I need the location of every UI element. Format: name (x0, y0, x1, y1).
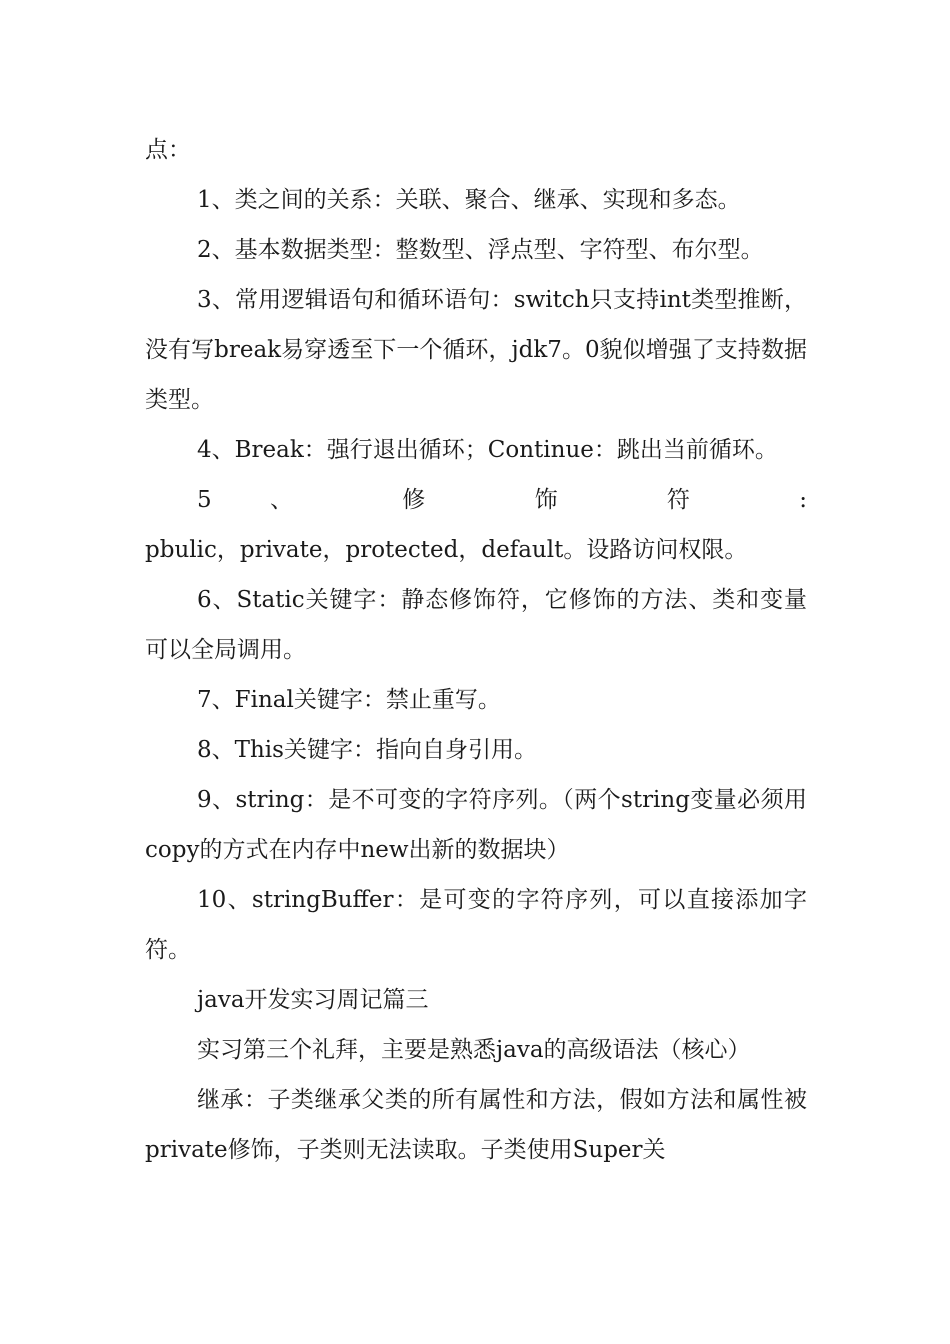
document-body (145, 125, 807, 1175)
list-item-modifiers-heading: 5 、 修 饰 符 : (197, 487, 808, 513)
paragraph-continuation: 点： (145, 137, 191, 163)
list-item-modifiers-body: pbulic，private，protected，default。设路访问权限。 (145, 537, 748, 563)
list-item-class-relations: 1、类之间的关系：关联、聚合、继承、实现和多态。 (197, 187, 741, 213)
list-item-string: 9、string：是不可变的字符序列。（两个string变量必须用copy的方式在内存中new出新的数据块） (145, 787, 807, 863)
list-item-logic-statements: 3、常用逻辑语句和循环语句：switch只支持int类型推断，没有写break易穿透至下一个循环，jdk7。0貌似增强了支持数据类型。 (145, 287, 807, 413)
list-item-final: 7、Final关键字：禁止重写。 (197, 687, 501, 713)
paragraph-week-three: 实习第三个礼拜，主要是熟悉java的高级语法（核心） (197, 1037, 751, 1063)
paragraph-inheritance: 继承：子类继承父类的所有属性和方法，假如方法和属性被private修饰，子类则无法读取。子类使用Super关 (145, 1087, 807, 1163)
list-item-break-continue: 4、Break：强行退出循环；Continue：跳出当前循环。 (197, 437, 778, 463)
list-item-static: 6、Static关键字：静态修饰符，它修饰的方法、类和变量可以全局调用。 (145, 587, 807, 663)
list-item-data-types: 2、基本数据类型：整数型、浮点型、字符型、布尔型。 (197, 237, 764, 263)
list-item-this: 8、This关键字：指向自身引用。 (197, 737, 537, 763)
list-item-stringbuffer: 10、stringBuffer：是可变的字符序列，可以直接添加字符。 (145, 887, 807, 963)
section-heading: java开发实习周记篇三 (197, 987, 429, 1013)
